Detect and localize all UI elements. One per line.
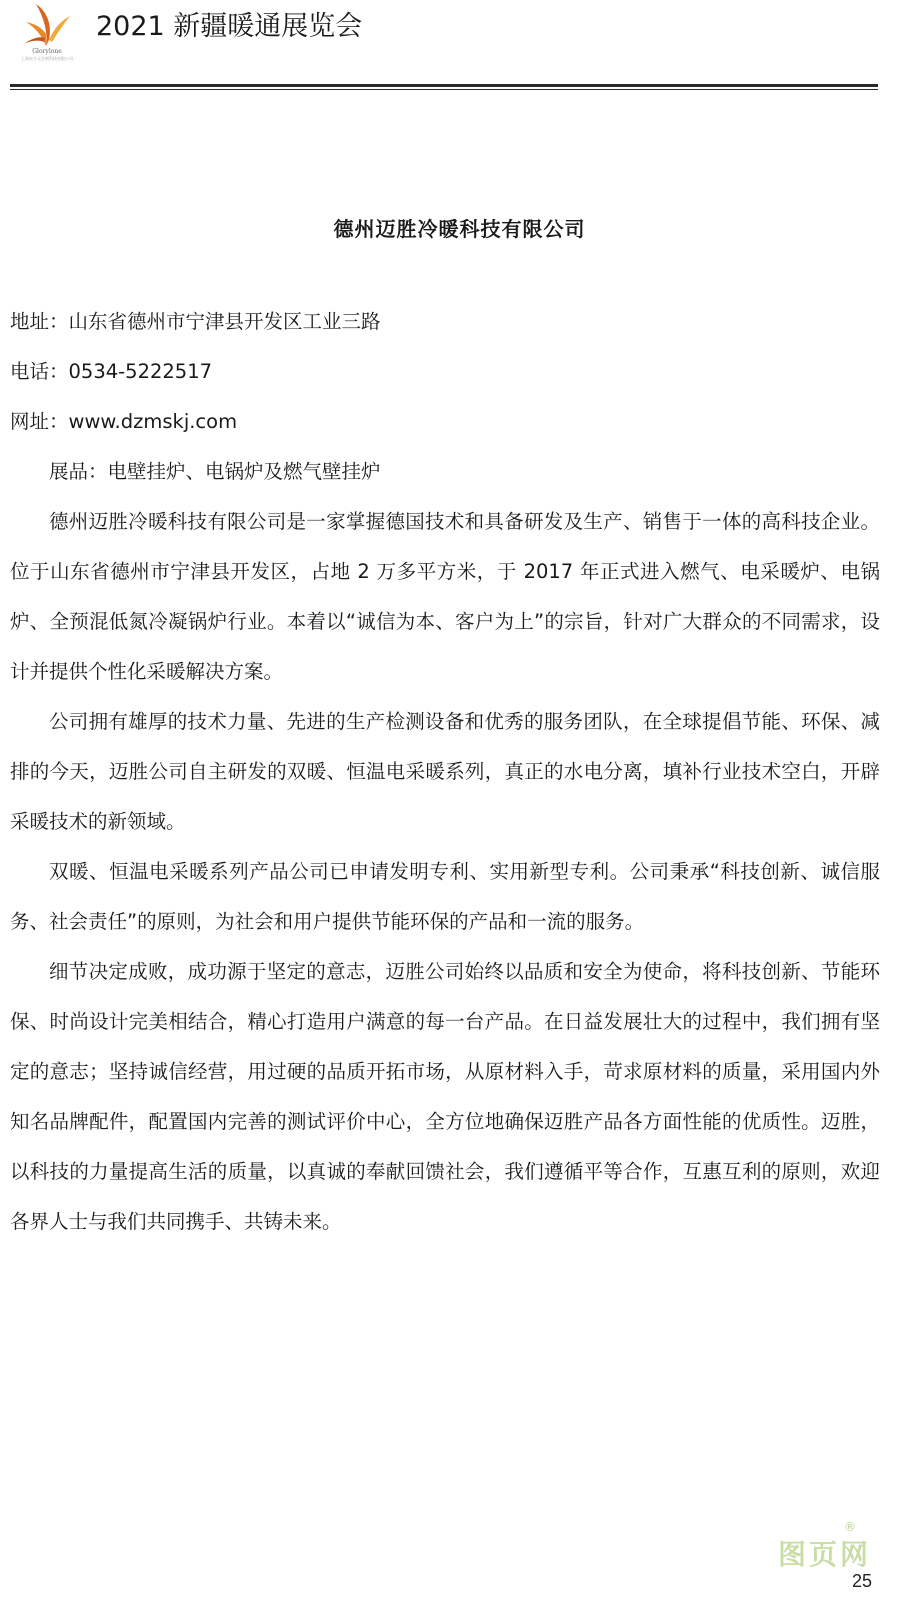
- exhibits-line: 展品：电壁挂炉、电锅炉及燃气壁挂炉: [49, 460, 381, 483]
- paragraph-philosophy: 细节决定成败，成功源于坚定的意志，迈胜公司始终以品质和安全为使命，将科技创新、节能环保、时尚设计完美相结合，精心打造用户满意的每一台产品。在日益发展壮大的过程中，我们拥有坚定的意志；坚持诚信经营，用过硬的品质开拓市场，从原材料入手，苛求原材料的质量，采用国内外知名品牌配件，配置国内完善的测试评价中心，全方位地确保迈胜产品各方面性能的优质性。迈胜，以科技的力量提高生活的质量，以真诚的奉献回馈社会，我们遵循平等合作，互惠互利的原则，欢迎各界人士与我们共同携手、共铸未来。: [10, 960, 880, 1233]
- header-rule-thick: [10, 84, 878, 87]
- company-name-heading: 德州迈胜冷暖科技有限公司: [333, 217, 586, 241]
- paragraph-patents: 双暖、恒温电采暖系列产品公司已申请发明专利、实用新型专利。公司秉承“科技创新、诚信服务、社会责任”的原则，为社会和用户提供节能环保的产品和一流的服务。: [10, 860, 880, 933]
- page-header: [0, 0, 919, 95]
- watermark-registered-mark: ®: [844, 1520, 856, 1534]
- phone-line: 电话：0534-5222517: [10, 360, 213, 383]
- logo-subtitle: 上海东方元会展科技有限公司: [21, 56, 73, 61]
- address-line: 地址：山东省德州市宁津县开发区工业三路: [10, 310, 381, 333]
- paragraph-intro: 德州迈胜冷暖科技有限公司是一家掌握德国技术和具备研发及生产、销售于一体的高科技企业。位于山东省德州市宁津县开发区，占地 2 万多平方米，于 2017 年正式进入燃气、电采暖炉、电锅炉、全预混低氮冷凝锅炉行业。本着以“诚信为本、客户为上”的宗旨，针对广大群众的不同需求，设计并提供个性化采暖解决方案。: [10, 510, 880, 683]
- paragraph-strength: 公司拥有雄厚的技术力量、先进的生产检测设备和优秀的服务团队，在全球提倡节能、环保、减排的今天，迈胜公司自主研发的双暖、恒温电采暖系列，真正的水电分离，填补行业技术空白，开辟采暖技术的新领域。: [10, 710, 880, 833]
- header-title: 2021 新疆暖通展览会: [96, 11, 363, 42]
- website-line: 网址：www.dzmskj.com: [10, 410, 238, 433]
- bird-logo-icon: [22, 2, 72, 48]
- logo-wordmark: Glorylone: [32, 48, 62, 55]
- header-rule-thin: [10, 89, 878, 90]
- company-profile: [10, 297, 880, 1247]
- watermark: 图页网: [778, 1538, 872, 1571]
- exhibition-logo: [12, 2, 82, 64]
- page-number: 25: [852, 1571, 873, 1591]
